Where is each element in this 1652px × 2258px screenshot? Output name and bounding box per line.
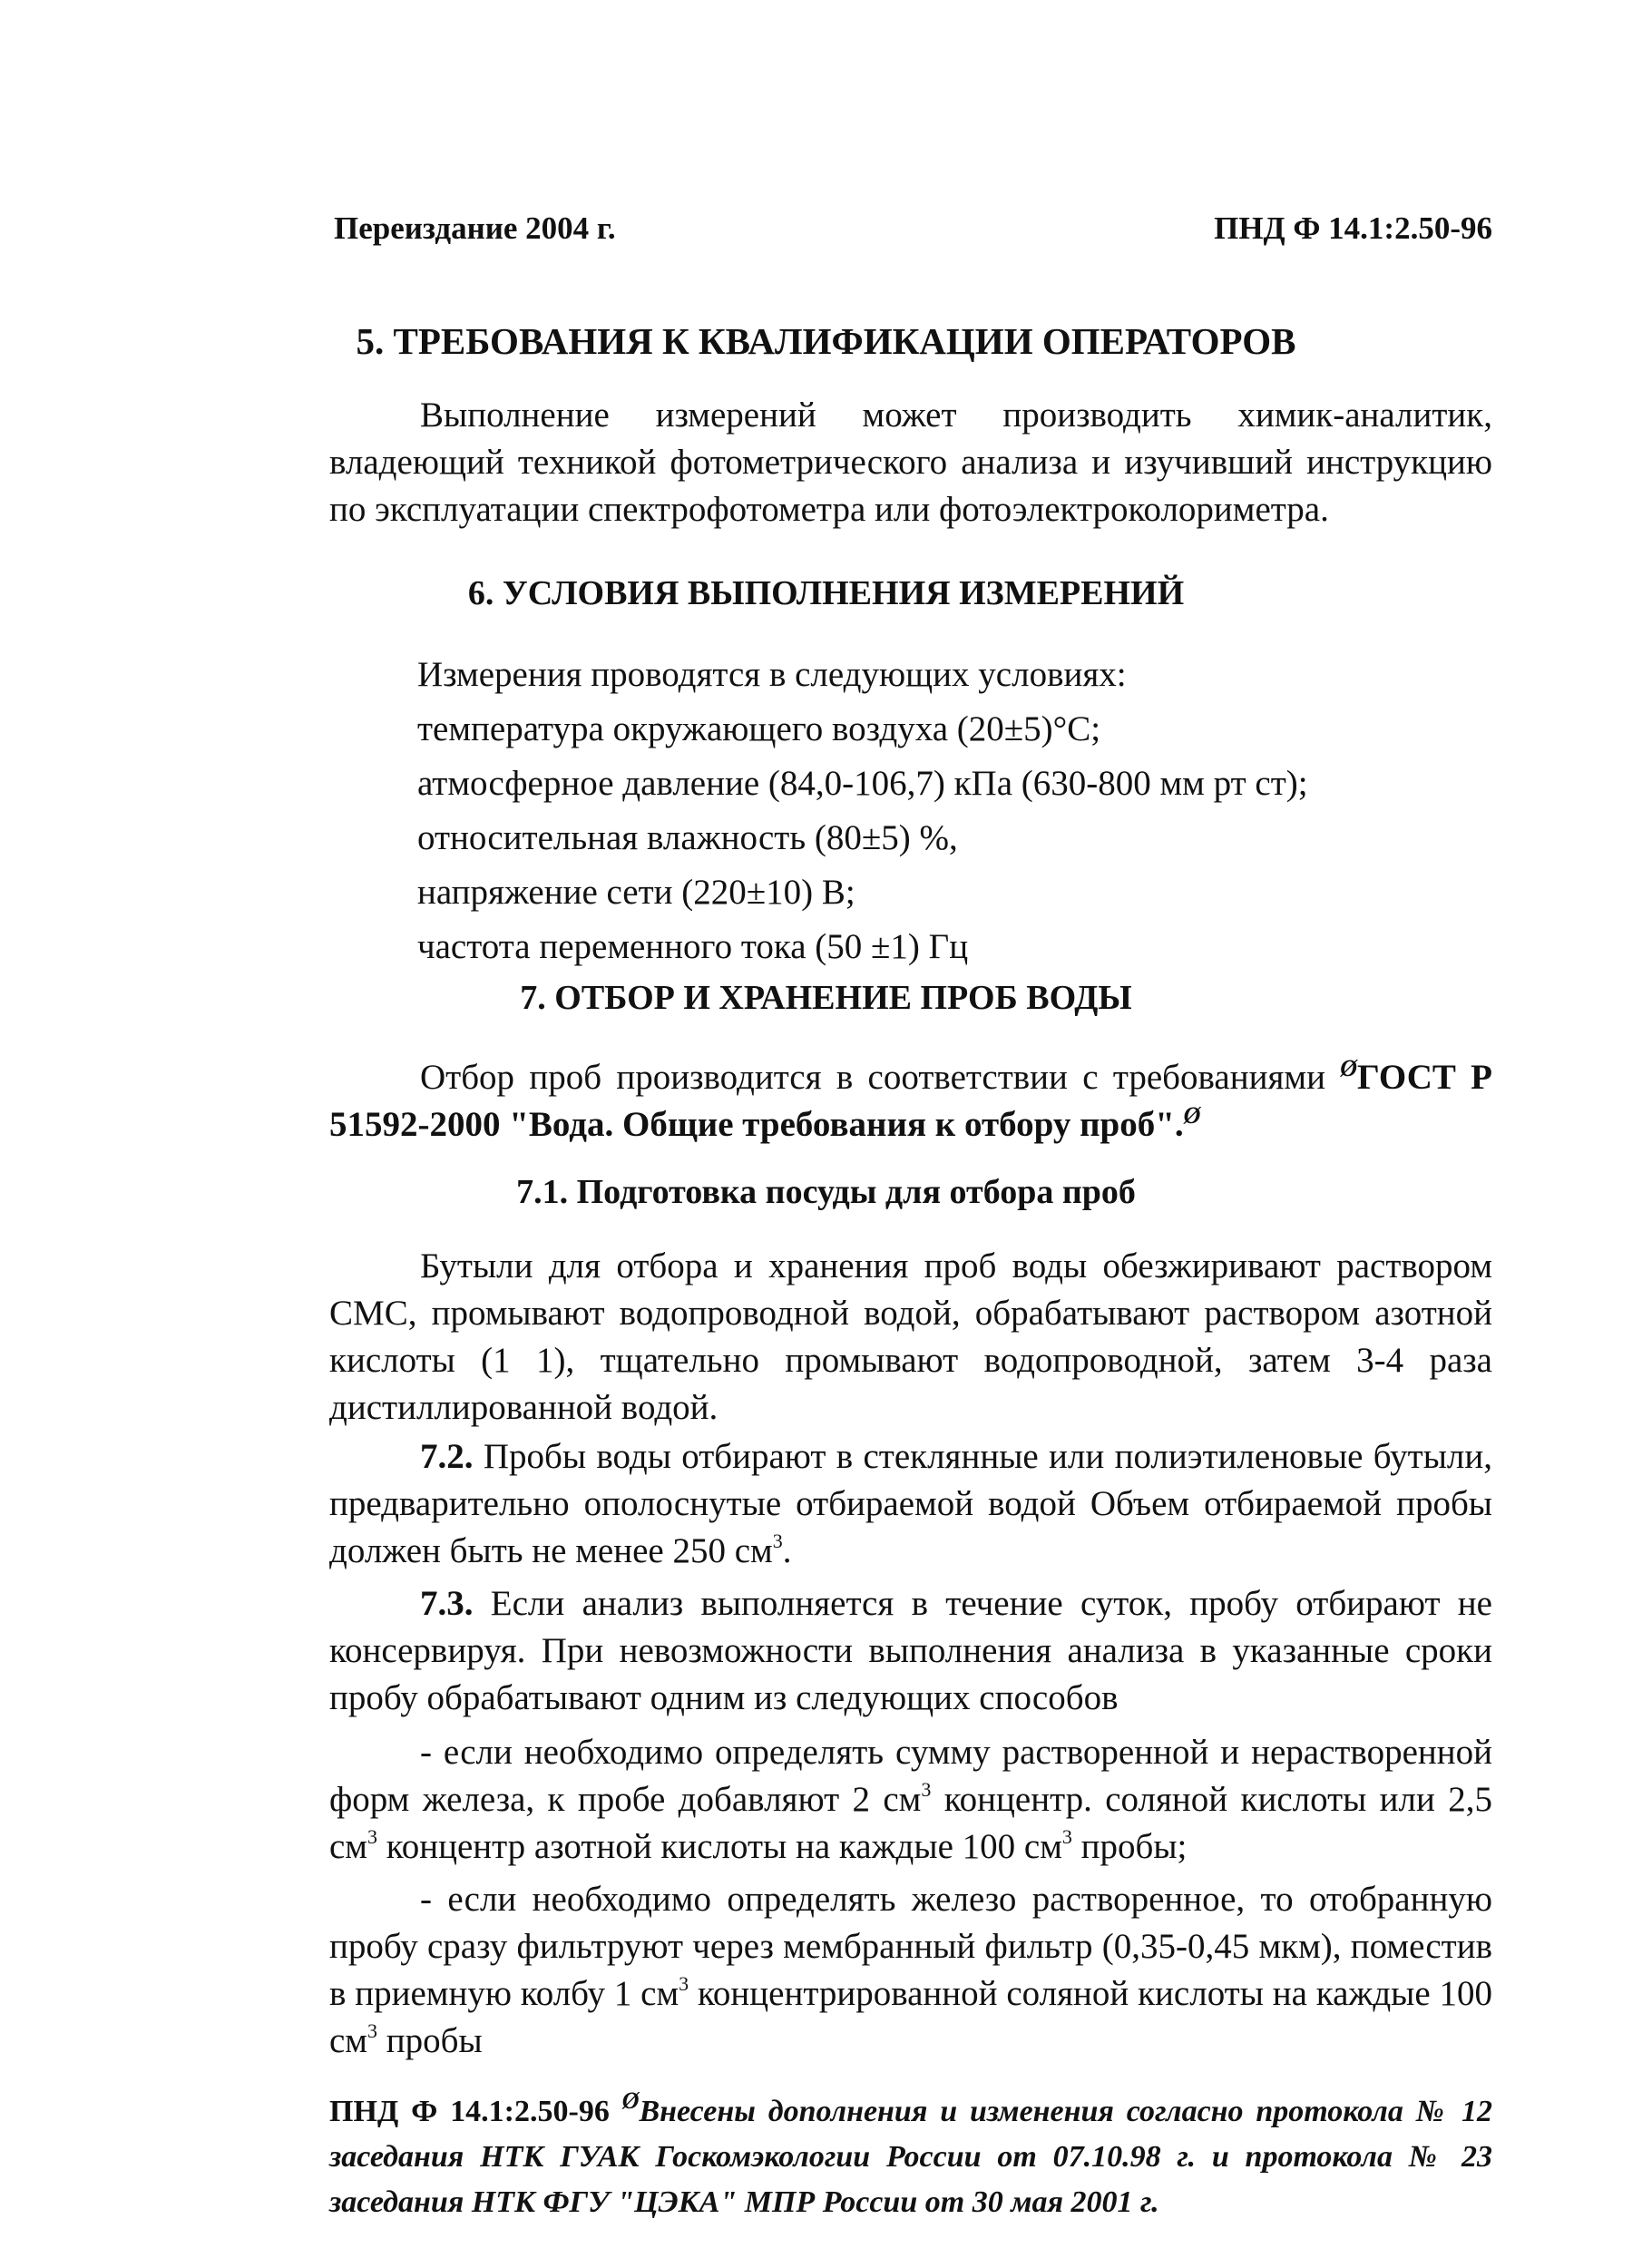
paragraph-7-2 bbox=[329, 1433, 1492, 1575]
superscript: 3 bbox=[772, 1530, 783, 1552]
document-code: ПНД Ф 14.1:2.50-96 bbox=[1214, 210, 1492, 246]
gost-reference: ГОСТ Р 51592-2000 "Вода. Общие требования к отбору проб". bbox=[329, 1058, 1493, 1144]
bullet-text: концентр азотной кислоты на каждые 100 см bbox=[377, 1827, 1062, 1866]
bullet-dissolved-iron bbox=[329, 1876, 1492, 2065]
bullet-text: пробы bbox=[377, 2021, 483, 2060]
section-6-title: 6. УСЛОВИЯ ВЫПОЛНЕНИЯ ИЗМЕРЕНИЙ bbox=[467, 574, 1185, 612]
superscript: 3 bbox=[367, 2019, 377, 2042]
bullet-text: концентр. соляной кислоты или 2,5 см bbox=[329, 1780, 1492, 1866]
section-7-title: 7. ОТБОР И ХРАНЕНИЕ ПРОБ ВОДЫ bbox=[520, 979, 1132, 1017]
condition-item: относительная влажность (80±5) %, bbox=[417, 818, 958, 857]
footer-code: ПНД Ф 14.1:2.50-96 bbox=[329, 2095, 622, 2128]
section-6-intro: Измерения проводятся в следующих условиях: bbox=[417, 655, 1127, 694]
subsection-7-1-title: 7.1. Подготовка посуды для отбора проб bbox=[516, 1173, 1136, 1211]
section-5-title: 5. ТРЕБОВАНИЯ К КВАЛИФИКАЦИИ ОПЕРАТОРОВ bbox=[356, 320, 1296, 362]
bullet-text: концентрированной соляной кислоты на каждые 100 см bbox=[329, 1974, 1492, 2060]
section-5-text: Выполнение измерений может производить химик-аналитик, владеющий техникой фотометрического анализа и изучивший инструкцию по эксплуатации спектрофотометра или фотоэлектроколориметра. bbox=[329, 396, 1492, 529]
amendment-mark: Ø bbox=[1183, 1102, 1201, 1129]
paragraph-7-3 bbox=[329, 1580, 1492, 1722]
superscript: 3 bbox=[679, 1972, 689, 1995]
condition-item: температура окружающего воздуха (20±5)°С; bbox=[417, 709, 1101, 748]
bullet-total-iron bbox=[329, 1729, 1492, 1871]
superscript: 3 bbox=[367, 1825, 377, 1848]
paragraph-number: 7.2. bbox=[420, 1437, 474, 1476]
condition-item: атмосферное давление (84,0-106,7) кПа (630-800 мм рт ст); bbox=[417, 764, 1308, 803]
paragraph-end: . bbox=[782, 1531, 792, 1570]
amendment-mark: Ø bbox=[1340, 1055, 1358, 1081]
superscript: 3 bbox=[921, 1778, 932, 1801]
condition-item: частота переменного тока (50 ±1) Гц bbox=[417, 927, 969, 966]
paragraph-number: 7.3. bbox=[420, 1584, 474, 1623]
bullet-text: - если необходимо определять железо растворенное, то отобранную пробу сразу фильтруют через мембранный фильтр (0,35-0,45 мкм), поместив в приемную колбу 1 см bbox=[329, 1880, 1492, 2013]
footer-text: Внесены дополнения и изменения согласно протокола № 12 заседания НТК ГУАК Госкомэкологии России от 07.10.98 г. и протокола № 23 заседания НТК ФГУ "ЦЭКА" МПР России от 30 мая 2001 г. bbox=[329, 2095, 1492, 2219]
section-7-intro bbox=[329, 1054, 1492, 1149]
intro-plain-text: Отбор проб производится в соответствии с требованиями bbox=[420, 1058, 1341, 1097]
paragraph-text: Если анализ выполняется в течение суток, пробу отбирают не консервируя. При невозможности выполнения анализа в указанные сроки пробу обрабатывают одним из следующих способов bbox=[329, 1584, 1492, 1717]
footer-note bbox=[329, 2089, 1492, 2225]
amendment-mark: Ø bbox=[621, 2087, 640, 2114]
bullet-text: пробы; bbox=[1071, 1827, 1188, 1866]
subsection-7-1-text: Бутыли для отбора и хранения проб воды обезжиривают раствором СМС, промывают водопроводной водой, обрабатывают раствором азотной кислоты (1 1), тщательно промывают водопроводной, затем 3-4 раза дистиллированной водой. bbox=[329, 1246, 1492, 1427]
condition-item: напряжение сети (220±10) В; bbox=[417, 873, 855, 912]
paragraph-text: Пробы воды отбирают в стеклянные или полиэтиленовые бутыли, предварительно ополоснутые отбираемой водой Объем отбираемой пробы должен быть не менее 250 см bbox=[329, 1437, 1492, 1570]
superscript: 3 bbox=[1061, 1825, 1072, 1848]
bullet-text: - если необходимо определять сумму растворенной и нерастворенной форм железа, к пробе добавляют 2 см bbox=[329, 1733, 1492, 1819]
reissue-note: Переиздание 2004 г. bbox=[334, 210, 616, 246]
